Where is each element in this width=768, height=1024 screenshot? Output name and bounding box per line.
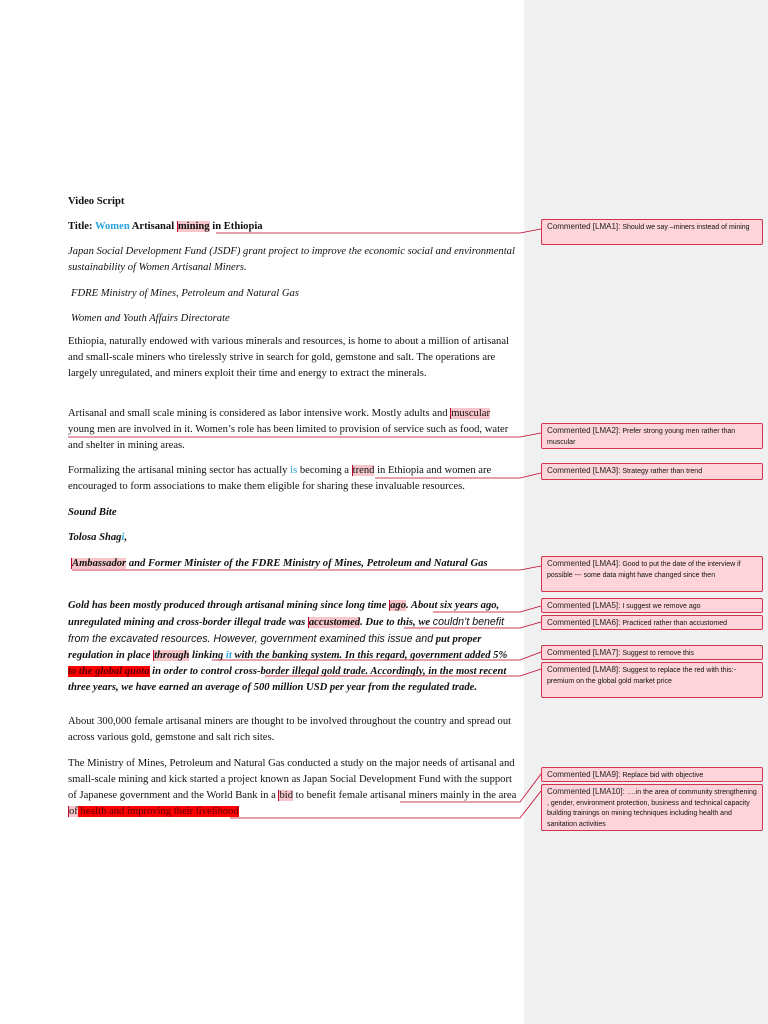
health-highlight[interactable]: health and improving their livelihood bbox=[77, 806, 239, 817]
quote-paragraph: Gold has been mostly produced through artisanal mining since long time ago. About six years ago, unregulated mining and cross-border illegal trade was accustomed. Due to this, we couldn’t benefit from the excavated resources. However, government examined this issue and put proper regulation in place through linking it with the banking system. In this regard, government added 5% to the global quota in order to control cross-border illegal gold trade. Accordingly, in the most recent three years, we have earned an average of 500 million USD per year from the regulated trade. bbox=[68, 600, 508, 693]
of-highlight[interactable]: of bbox=[69, 806, 78, 817]
document-title: Title: Women Artisanal mining in Ethiopia bbox=[68, 221, 263, 232]
paragraph-intro: Ethiopia, naturally endowed with various minerals and resources, is home to about a million of artisanal and small-scale miners who tirelessly strive in search for gold, gemstone and salt. The operations are largely unregulated, and miners exploit their time and energy to extract the minerals. bbox=[68, 336, 510, 379]
paragraph-formalizing: Formalizing the artisanal mining sector has actually is becoming a trend in Ethiopia and women are encouraged to form associations to make them eligible for sharing these invaluable resources. bbox=[68, 465, 492, 492]
through-highlight[interactable]: through bbox=[154, 650, 190, 661]
ago-highlight[interactable]: ago bbox=[390, 600, 406, 611]
comment-lma6[interactable]: Commented [LMA6]: Practiced rather than accustomed bbox=[541, 615, 763, 630]
script-heading: Video Script bbox=[68, 196, 125, 207]
sound-bite-heading: Sound Bite bbox=[68, 507, 117, 518]
directorate-line: Women and Youth Affairs Directorate bbox=[71, 313, 230, 324]
title-mining-highlight[interactable]: mining bbox=[177, 221, 210, 232]
ministry-line: FDRE Ministry of Mines, Petroleum and Natural Gas bbox=[71, 288, 299, 299]
muscular-highlight[interactable]: muscular bbox=[451, 408, 491, 419]
comment-lma4[interactable]: Commented [LMA4]: Good to put the date of the interview if possible --- some data might have changed since then bbox=[541, 556, 763, 592]
global-quota-highlight[interactable]: to the global quota bbox=[68, 666, 150, 677]
ambassador-highlight[interactable]: Ambassador bbox=[72, 558, 127, 569]
comment-lma9[interactable]: Commented [LMA9]: Replace bid with objective bbox=[541, 767, 763, 782]
inserted-is: is bbox=[290, 465, 298, 476]
jsdf-line: Japan Social Development Fund (JSDF) grant project to improve the economic social and environmental sustainability of Women Artisanal Miners. bbox=[68, 246, 515, 273]
paragraph-female-miners: About 300,000 female artisanal miners are thought to be involved throughout the country and spread out across various gold, gemstone and salt rich sites. bbox=[68, 716, 512, 743]
comment-lma1[interactable]: Commented [LMA1]: Should we say –miners instead of mining bbox=[541, 219, 763, 245]
comment-lma7[interactable]: Commented [LMA7]: Suggest to remove this bbox=[541, 645, 763, 660]
paragraph-labor: Artisanal and small scale mining is considered as labor intensive work. Mostly adults and muscular young men are involved in it. Women’s role has been limited to provision of service such as food, water and shelter in mining areas. bbox=[68, 408, 509, 451]
comment-lma8[interactable]: Commented [LMA8]: Suggest to replace the red with this:- premium on the global gold market price bbox=[541, 662, 763, 698]
comment-lma2[interactable]: Commented [LMA2]: Prefer strong young men rather than muscular bbox=[541, 423, 763, 449]
paragraph-ministry-study: The Ministry of Mines, Petroleum and Natural Gas conducted a study on the major needs of artisanal and small-scale mining and kick started a project known as Japan Social Development Fund with the support of Japanese government and the World Bank in a bid to benefit female artisanal miners mainly in the area of health and improving their livelihood bbox=[68, 758, 517, 817]
trend-highlight[interactable]: trend bbox=[352, 465, 375, 476]
comment-lma3[interactable]: Commented [LMA3]: Strategy rather than trend bbox=[541, 463, 763, 480]
accustomed-highlight[interactable]: accustomed bbox=[308, 617, 361, 628]
comment-margin-pane bbox=[524, 0, 768, 1024]
bid-highlight[interactable]: bid bbox=[279, 790, 294, 801]
comment-lma5[interactable]: Commented [LMA5]: I suggest we remove ago bbox=[541, 598, 763, 613]
title-women: Women bbox=[94, 221, 130, 232]
speaker-role: Ambassador and Former Minister of the FDRE Ministry of Mines, Petroleum and Natural Gas bbox=[72, 558, 488, 569]
comment-lma10[interactable]: Commented [LMA10]: ….in the area of community strengthening , gender, environment protection, business and technical capacity building trainings on mining techniques including health and sanitation activities bbox=[541, 784, 763, 831]
speaker-name: Tolosa Shagi, bbox=[68, 532, 128, 543]
